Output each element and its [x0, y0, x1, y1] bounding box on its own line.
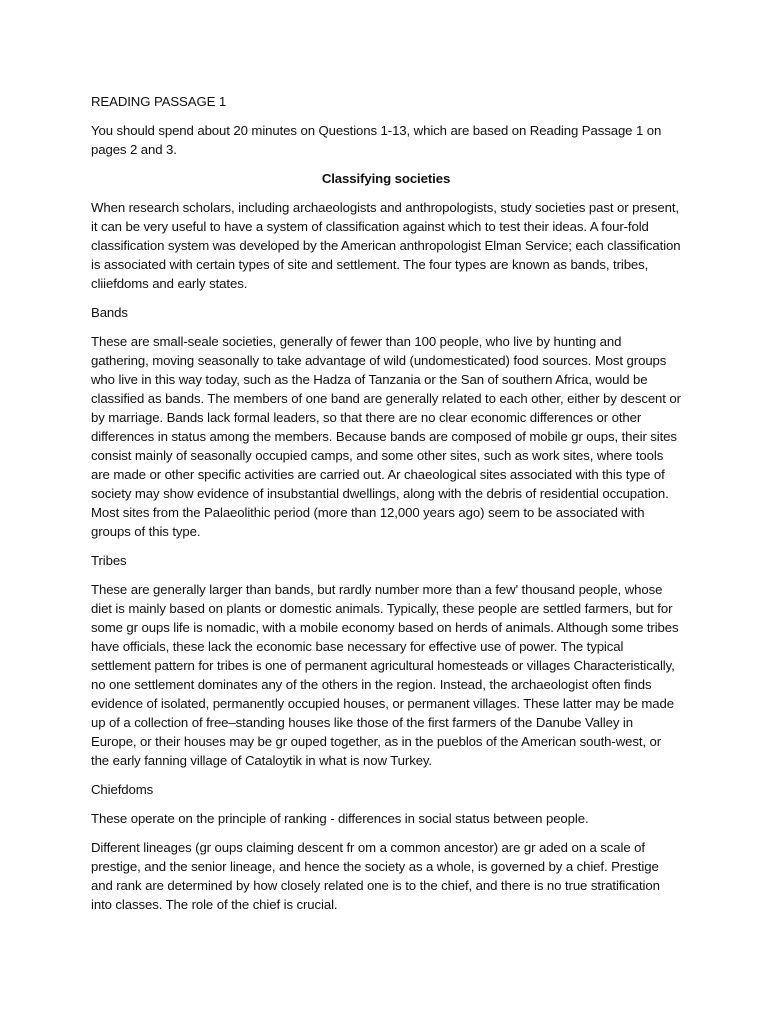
section-heading-chiefdoms: Chiefdoms	[91, 782, 154, 797]
section-heading-bands: Bands	[91, 305, 128, 320]
section-heading-tribes: Tribes	[91, 553, 127, 568]
tribes-paragraph: These are generally larger than bands, but rardly number more than a few' thousand people, whose diet is mainly based on plants or domestic animals. Typically, these people are settled farmers, but for some gr oups life is nomadic, with a mobile economy based on herds of animals. Although some tribes have officials, these lack the economic base necessary for effective use of power. The typical settlement pattern for tribes is one of permanent agricultural homesteads or villages Characteristically, no one settlement dominates any of the others in the region. Instead, the archaeologist often finds evidence of isolated, permanently occupied houses, or permanent villages. These latter may be made up of a collection of free–standing houses like those of the first farmers of the Danube Valley in Europe, or their houses may be gr ouped together, as in the pueblos of the American south-west, or the early fanning village of Cataloytik in what is now Turkey.	[91, 582, 679, 768]
reading-passage-page	[91, 92, 681, 924]
chiefdoms-paragraph-2: Different lineages (gr oups claiming descent fr om a common ancestor) are gr aded on a scale of prestige, and the senior lineage, and hence the society as a whole, is governed by a chief. Prestige and rank are determined by how closely related one is to the chief, and there is no true stratification into classes. The role of the chief is crucial.	[91, 840, 660, 912]
passage-title: Classifying societies	[321, 171, 451, 186]
instruction-text: You should spend about 20 minutes on Questions 1-13, which are based on Reading Passage 1 on pages 2 and 3.	[91, 123, 662, 157]
intro-paragraph: When research scholars, including archaeologists and anthropologists, study societies past or present, it can be very useful to have a system of classification against which to test their ideas. A four-fold classification system was developed by the American anthropologist Elman Service; each classification is associated with certain types of site and settlement. The four types are known as bands, tribes, cliiefdoms and early states.	[91, 200, 681, 291]
passage-header: READING PASSAGE 1	[91, 94, 227, 109]
chiefdoms-paragraph-1: These operate on the principle of ranking - differences in social status between people.	[91, 811, 589, 826]
bands-paragraph: These are small-seale societies, generally of fewer than 100 people, who live by hunting and gathering, moving seasonally to take advantage of wild (undomesticated) food sources. Most groups who live in this way today, such as the Hadza of Tanzania or the San of southern Africa, would be classified as bands. The members of one band are generally related to each other, either by descent or by marriage. Bands lack formal leaders, so that there are no clear economic differences or other differences in status among the members. Because bands are composed of mobile gr oups, their sites consist mainly of seasonally occupied camps, and some other sites, such as work sites, where tools are made or other specific activities are carried out. Ar chaeological sites associated with this type of society may show evidence of insubstantial dwellings, along with the debris of residential occupation. Most sites from the Palaeolithic period (more than 12,000 years ago) seem to be associated with groups of this type.	[91, 334, 681, 539]
